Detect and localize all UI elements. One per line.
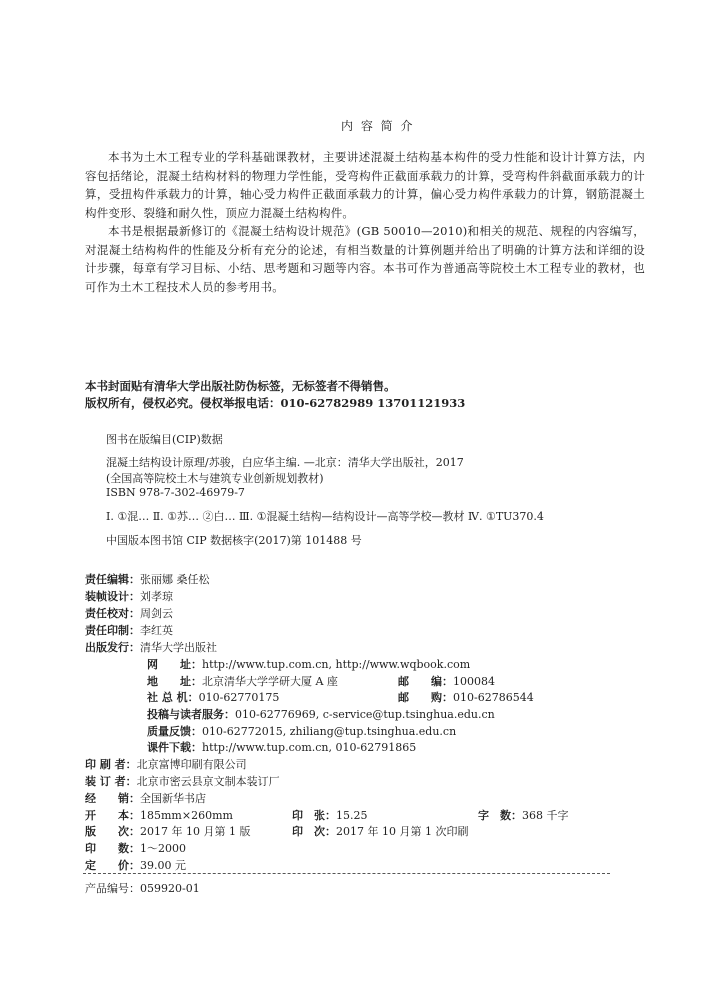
credit-value: 张丽娜 桑任松 [140,573,210,586]
mail-order-label: 邮 购： [398,691,453,704]
impression-row [292,823,468,839]
download-value: http://www.tup.com.cn, 010-62791865 [202,741,417,754]
distributor-row [85,790,206,806]
summary-paragraph-1: 本书为土木工程专业的学科基础课教材，主要讲述混凝土结构基本构件的受力性能和设计计算方法，内容包括绪论，混凝土结构材料的物理力学性能，受弯构件正截面承载力的计算，受弯构件斜截面承载力的计算，受扭构件承载力的计算，轴心受力构件正截面承载力的计算，偏心受力构件承载力的计算，钢筋混凝土构件变形、裂缝和耐久性，顶应力混凝土结构构件。 [85,150,645,220]
credit-label: 责任编辑： [85,573,140,586]
format-label: 开 本： [85,809,140,822]
edition-row [85,823,250,839]
credit-value: 刘孝琼 [140,590,173,603]
credit-row [85,639,217,655]
address-label: 地 址： [147,675,202,688]
price-row [85,857,186,873]
publisher-address [147,673,338,689]
copyright-notice: 版权所有，侵权必究。侵权举报电话：010-62782989 13701121933 [85,396,466,410]
impression-value: 2017 年 10 月第 1 次印刷 [336,825,469,838]
anti-counterfeit-notice: 本书封面贴有清华大学出版社防伪标签，无标签者不得销售。 [85,379,396,393]
credit-value: 周剑云 [140,607,173,620]
printer-row [85,756,247,772]
price-label: 定 价： [85,859,140,872]
credit-value: 清华大学出版社 [140,641,217,654]
section-title: 内 容 简 介 [341,119,415,133]
address-value: 北京清华大学学研大厦 A 座 [202,675,338,688]
impression-label: 印 次： [292,825,336,838]
publisher-mail-order [398,689,534,705]
cip-line-2: (全国高等院校土木与建筑专业创新规划教材) [106,472,324,485]
cip-record: 中国版本图书馆 CIP 数据核字(2017)第 101488 号 [106,534,362,547]
publisher-download [147,739,416,755]
credit-row [85,588,173,604]
edition-value: 2017 年 10 月第 1 版 [140,825,251,838]
format-value: 185mm×260mm [140,809,233,822]
credit-value: 李红英 [140,624,173,637]
publisher-zip [398,673,495,689]
product-code: 产品编号：059920-01 [85,882,200,895]
switchboard-label: 社 总 机： [147,691,199,704]
copies-value: 1～2000 [140,842,186,855]
publisher-quality [147,723,456,739]
sheets-row [292,807,368,823]
service-label: 投稿与读者服务： [147,708,235,721]
mail-order-value: 010-62786544 [453,691,534,704]
credit-label: 责任校对： [85,607,140,620]
copies-row [85,840,186,856]
download-label: 课件下载： [147,741,202,754]
words-row [478,807,569,823]
service-value: 010-62776969, c-service@tup.tsinghua.edu.cn [235,708,495,721]
cip-isbn: ISBN 978-7-302-46979-7 [106,486,245,499]
credit-label: 责任印制： [85,624,140,637]
divider [83,873,610,874]
words-label: 字 数： [478,809,522,822]
switchboard-value: 010-62770175 [198,691,280,704]
credit-label: 出版发行： [85,641,140,654]
publisher-web [147,656,470,672]
sheets-label: 印 张： [292,809,336,822]
credit-label: 装帧设计： [85,590,140,603]
credit-row [85,622,173,638]
cip-heading: 图书在版编目(CIP)数据 [106,433,223,446]
cip-line-1: 混凝土结构设计原理/苏骏，白应华主编. —北京：清华大学出版社，2017 [106,456,464,469]
copies-label: 印 数： [85,842,140,855]
zip-value: 100084 [453,675,495,688]
sheets-value: 15.25 [336,809,368,822]
credit-row [85,605,173,621]
credit-row [85,571,210,587]
summary-paragraph-2: 本书是根据最新修订的《混凝土结构设计规范》(GB 50010—2010)和相关的规范、规程的内容编写，对混凝土结构构件的性能及分析有充分的论述，有相当数量的计算例题并给出了明确的计算方法和详细的设计步骤，每章有学习目标、小结、思考题和习题等内容。本书可作为普通高等院校土木工程专业的教材，也可作为土木工程技术人员的参考用书。 [85,224,645,294]
words-value: 368 千字 [522,809,569,822]
binder-label: 装 订 者： [85,775,137,788]
quality-label: 质量反馈： [147,725,202,738]
cip-classification: Ⅰ. ①混… Ⅱ. ①苏… ②白… Ⅲ. ①混凝土结构—结构设计—高等学校—教材 Ⅳ. ①TU370.4 [106,510,544,523]
printer-label: 印 刷 者： [85,758,137,771]
binder-value: 北京市密云县京文制本装订厂 [136,775,280,788]
quality-value: 010-62772015, zhiliang@tup.tsinghua.edu.cn [202,725,457,738]
edition-label: 版 次： [85,825,140,838]
web-label: 网 址： [147,658,202,671]
distributor-value: 全国新华书店 [140,792,206,805]
price-value: 39.00 元 [140,859,186,872]
binder-row [85,773,280,789]
distributor-label: 经 销： [85,792,140,805]
publisher-switchboard [147,689,279,705]
publisher-service [147,706,495,722]
format-row [85,807,233,823]
zip-label: 邮 编： [398,675,453,688]
printer-value: 北京富博印刷有限公司 [136,758,247,771]
web-value: http://www.tup.com.cn, http://www.wqbook.com [202,658,471,671]
